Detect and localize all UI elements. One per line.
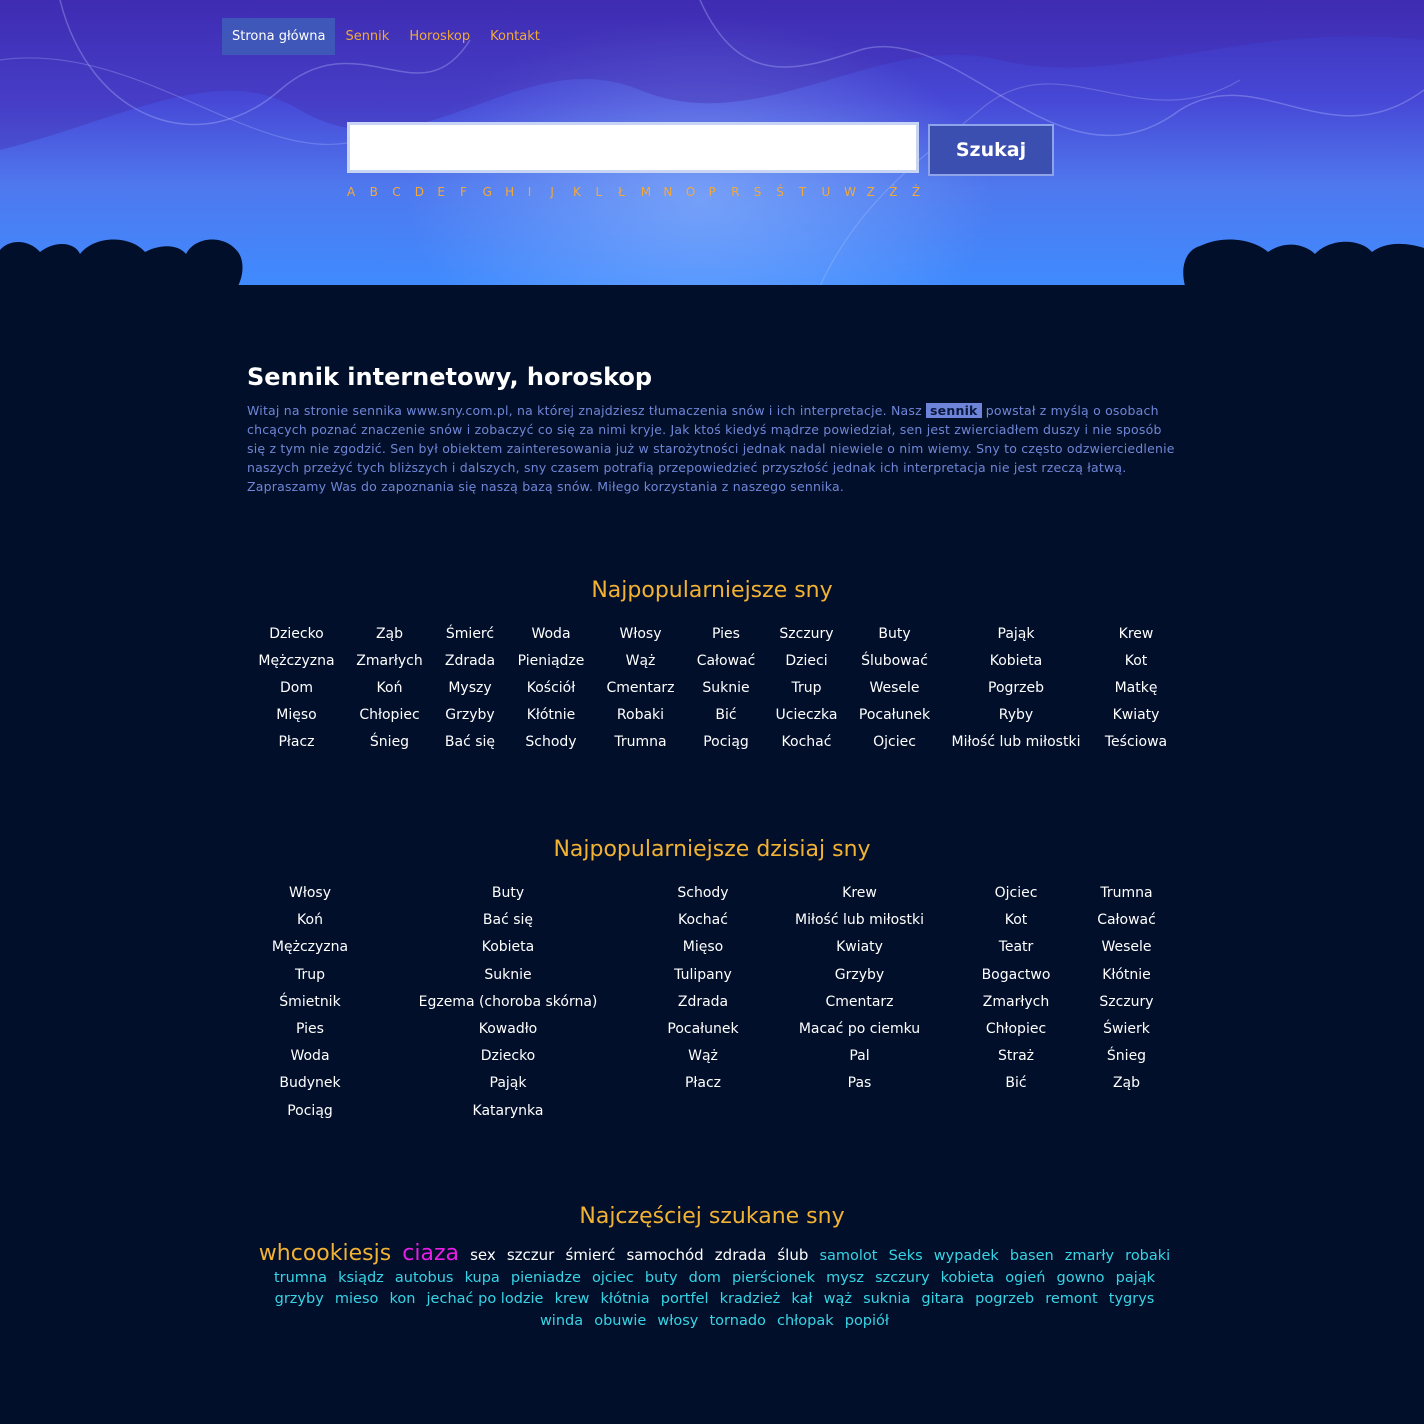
- dream-link[interactable]: Kwiaty: [1112, 707, 1160, 723]
- search-tag[interactable]: pająk: [1115, 1269, 1156, 1286]
- dream-link[interactable]: Robaki: [616, 707, 665, 723]
- dream-link[interactable]: Wąż: [688, 1048, 718, 1065]
- search-tag[interactable]: kradzież: [719, 1291, 781, 1307]
- alphabet-letter[interactable]: K: [572, 185, 581, 199]
- dream-link[interactable]: Pas: [847, 1075, 872, 1092]
- alphabet-letter[interactable]: C: [392, 185, 401, 199]
- dream-link[interactable]: Pocałunek: [858, 707, 931, 723]
- alphabet-letter[interactable]: Ż: [911, 185, 921, 199]
- dream-link[interactable]: Krew: [1118, 626, 1154, 642]
- alphabet-letter[interactable]: F: [459, 185, 467, 199]
- dream-link[interactable]: Kowadło: [478, 1020, 538, 1037]
- alphabet-letter[interactable]: L: [595, 185, 603, 199]
- dream-link[interactable]: Budynek: [279, 1075, 341, 1092]
- alphabet-letter[interactable]: N: [663, 185, 673, 199]
- alphabet-letter[interactable]: Ł: [618, 185, 625, 199]
- search-tag[interactable]: dom: [688, 1269, 721, 1286]
- alphabet-letter[interactable]: R: [731, 185, 740, 199]
- search-tag[interactable]: remont: [1045, 1291, 1098, 1307]
- dream-link[interactable]: Świerk: [1103, 1020, 1150, 1037]
- dream-link[interactable]: Buty: [878, 626, 911, 642]
- dream-link[interactable]: Suknie: [702, 680, 750, 696]
- dream-link[interactable]: Wesele: [1101, 939, 1152, 956]
- alphabet-letter[interactable]: W: [844, 185, 856, 199]
- dream-link[interactable]: Zmarłych: [356, 653, 423, 669]
- alphabet-letter[interactable]: Ś: [776, 185, 784, 199]
- dream-link[interactable]: Kot: [1004, 912, 1028, 929]
- dream-link[interactable]: Płacz: [684, 1075, 722, 1092]
- dream-link[interactable]: Mięso: [276, 707, 317, 723]
- dream-link[interactable]: Kłótnie: [1102, 966, 1151, 983]
- dream-link[interactable]: Wąż: [625, 653, 656, 669]
- search-tag[interactable]: kupa: [464, 1269, 500, 1286]
- popular-dreams-grid: [247, 625, 1182, 760]
- search-tag[interactable]: grzyby: [274, 1291, 324, 1307]
- dream-link[interactable]: Szczury: [779, 626, 834, 642]
- search-tag[interactable]: szczur: [506, 1246, 555, 1264]
- dream-link[interactable]: Woda: [290, 1048, 330, 1065]
- dream-link[interactable]: Płacz: [278, 734, 315, 750]
- dream-link[interactable]: Katarynka: [472, 1102, 544, 1119]
- alphabet-letter[interactable]: G: [482, 185, 492, 199]
- dream-link[interactable]: Pająk: [997, 626, 1035, 642]
- dream-link[interactable]: Myszy: [448, 680, 492, 696]
- dream-link[interactable]: Całować: [1097, 912, 1156, 929]
- main-nav: [222, 18, 550, 55]
- alphabet-letter[interactable]: O: [685, 185, 696, 199]
- alphabet-letter[interactable]: A: [347, 185, 356, 199]
- search-tag[interactable]: whcookiesjs: [258, 1241, 392, 1266]
- cloud-silhouette: [0, 230, 1424, 286]
- search-tag[interactable]: sex: [470, 1246, 496, 1264]
- dream-link[interactable]: Pociąg: [287, 1102, 333, 1119]
- dream-link[interactable]: Trup: [294, 966, 325, 983]
- dream-link[interactable]: Cmentarz: [825, 993, 894, 1010]
- dream-link[interactable]: Suknie: [484, 966, 532, 983]
- dream-link[interactable]: Dziecko: [480, 1048, 536, 1065]
- dream-link[interactable]: Ryby: [998, 707, 1034, 723]
- page-title: Sennik internetowy, horoskop: [247, 363, 653, 391]
- alphabet-letter[interactable]: P: [708, 185, 716, 199]
- dream-link[interactable]: Chłopiec: [985, 1020, 1047, 1037]
- search-tag[interactable]: ciaza: [402, 1241, 459, 1266]
- dream-link[interactable]: Bogactwo: [981, 966, 1051, 983]
- search-input[interactable]: [347, 122, 919, 173]
- dream-link[interactable]: Trumna: [614, 734, 667, 750]
- dream-link[interactable]: Zmarłych: [982, 993, 1050, 1010]
- dream-link[interactable]: Woda: [531, 626, 571, 642]
- search-tag[interactable]: samolot: [819, 1248, 878, 1264]
- dream-link[interactable]: Chłopiec: [359, 707, 420, 723]
- search-tag[interactable]: mysz: [826, 1269, 864, 1286]
- dream-link[interactable]: Ząb: [1112, 1075, 1141, 1092]
- dream-link[interactable]: Koń: [376, 680, 403, 696]
- dream-link[interactable]: Zdrada: [677, 993, 729, 1010]
- dream-link[interactable]: Wesele: [869, 680, 920, 696]
- dream-link[interactable]: Ząb: [375, 626, 404, 642]
- dream-link[interactable]: Śnieg: [369, 734, 410, 750]
- search-tag[interactable]: ksiądz: [338, 1269, 384, 1286]
- search-tag[interactable]: portfel: [660, 1291, 709, 1307]
- search-tag[interactable]: ślub: [777, 1246, 809, 1264]
- nav-item-horoskop[interactable]: Horoskop: [409, 29, 471, 44]
- search-tag[interactable]: obuwie: [594, 1312, 647, 1329]
- dream-link[interactable]: Bać się: [444, 734, 496, 750]
- dream-link[interactable]: Egzema (choroba skórna): [418, 993, 598, 1010]
- tag-cloud: [247, 1241, 1182, 1331]
- alphabet-letter[interactable]: U: [821, 185, 831, 199]
- dream-link[interactable]: Pocałunek: [667, 1020, 739, 1037]
- alphabet-letter[interactable]: E: [437, 185, 445, 199]
- dream-link[interactable]: Kwiaty: [836, 939, 883, 956]
- alphabet-letter[interactable]: M: [640, 185, 652, 199]
- dream-link[interactable]: Ojciec: [873, 734, 916, 750]
- dream-link[interactable]: Dom: [280, 680, 313, 696]
- dream-link[interactable]: Pająk: [489, 1075, 527, 1092]
- intro-text-start: Witaj na stronie sennika www.sny.com.pl, na której znajdziesz tłumaczenia snów i ich interpretacje. Nasz: [247, 403, 927, 418]
- search-tag[interactable]: ogień: [1005, 1269, 1046, 1286]
- dream-link[interactable]: Teatr: [998, 939, 1034, 956]
- search-tag[interactable]: pieniadze: [510, 1269, 581, 1286]
- search-tag[interactable]: autobus: [394, 1269, 454, 1286]
- alphabet-letter[interactable]: Z: [866, 185, 875, 199]
- search-tag[interactable]: pierścionek: [731, 1269, 815, 1286]
- dream-link[interactable]: Włosy: [289, 885, 331, 901]
- dream-link[interactable]: Całować: [696, 653, 756, 669]
- dream-link[interactable]: Ojciec: [994, 885, 1038, 901]
- dream-link[interactable]: Ucieczka: [775, 707, 838, 723]
- dream-link[interactable]: Mężczyzna: [258, 653, 335, 669]
- dream-link[interactable]: Trup: [791, 680, 822, 696]
- dream-link[interactable]: Zdrada: [444, 653, 496, 669]
- dream-link[interactable]: Pogrzeb: [988, 680, 1044, 696]
- nav-item-home[interactable]: Strona główna: [222, 18, 335, 55]
- search-tag[interactable]: śmierć: [565, 1246, 616, 1264]
- search-tag[interactable]: szczury: [875, 1269, 930, 1286]
- dream-link[interactable]: Mężczyzna: [271, 939, 349, 956]
- dream-link[interactable]: Pies: [296, 1020, 324, 1037]
- search-tag[interactable]: kon: [389, 1291, 416, 1307]
- search-tag[interactable]: winda: [539, 1312, 584, 1329]
- dream-link[interactable]: Matkę: [1114, 680, 1158, 696]
- alphabet-letter[interactable]: D: [414, 185, 425, 199]
- alphabet-letter[interactable]: J: [550, 185, 554, 199]
- search-tag[interactable]: popiół: [844, 1312, 890, 1329]
- dream-link[interactable]: Teściowa: [1104, 734, 1168, 750]
- dream-link[interactable]: Kot: [1124, 653, 1148, 669]
- search-tag[interactable]: kał: [791, 1291, 813, 1307]
- dream-link[interactable]: Krew: [842, 885, 877, 901]
- intro-highlight-sennik[interactable]: sennik: [926, 403, 982, 418]
- dream-link[interactable]: Schody: [525, 734, 577, 750]
- dream-link[interactable]: Kobieta: [989, 653, 1043, 669]
- dream-link[interactable]: Śmierć: [445, 626, 495, 642]
- dream-link[interactable]: Buty: [491, 885, 525, 901]
- search-tag[interactable]: zdrada: [714, 1246, 767, 1264]
- empty-cell: [643, 1102, 763, 1129]
- search-tag[interactable]: ojciec: [591, 1269, 634, 1286]
- search-tag[interactable]: zmarły: [1064, 1248, 1115, 1264]
- search-tag[interactable]: wypadek: [933, 1248, 999, 1264]
- dream-link[interactable]: Śnieg: [1106, 1048, 1147, 1065]
- search-tag[interactable]: kłótnia: [600, 1291, 650, 1307]
- dream-link[interactable]: Kobieta: [481, 939, 535, 956]
- search-tag[interactable]: krew: [554, 1291, 590, 1307]
- alphabet-letter[interactable]: I: [527, 185, 532, 199]
- search-tag[interactable]: tornado: [709, 1312, 766, 1329]
- alphabet-letter[interactable]: S: [753, 185, 762, 199]
- empty-cell: [956, 1102, 1076, 1129]
- section-title-searched: Najczęściej szukane sny: [579, 1204, 845, 1229]
- dream-link[interactable]: Pociąg: [703, 734, 749, 750]
- header-banner: [0, 0, 1424, 286]
- empty-cell: [763, 1102, 956, 1129]
- search-tag[interactable]: tygrys: [1108, 1291, 1155, 1307]
- dream-link[interactable]: Grzyby: [834, 966, 885, 983]
- dream-link[interactable]: Grzyby: [445, 707, 495, 723]
- search-tag[interactable]: włosy: [657, 1312, 699, 1329]
- dream-link[interactable]: Kochać: [781, 734, 832, 750]
- dream-link[interactable]: Szczury: [1099, 993, 1154, 1010]
- today-dreams-grid: [247, 884, 1182, 1129]
- alphabet-letter[interactable]: H: [505, 185, 515, 199]
- dream-link[interactable]: Śmietnik: [279, 993, 341, 1010]
- dream-link[interactable]: Pal: [849, 1048, 870, 1065]
- search-tag[interactable]: gitara: [921, 1291, 965, 1307]
- search-button[interactable]: Szukaj: [928, 124, 1054, 176]
- dream-link[interactable]: Schody: [677, 885, 729, 901]
- nav-item-sennik[interactable]: Sennik: [345, 29, 390, 44]
- dream-link[interactable]: Pies: [712, 626, 740, 642]
- search-tag[interactable]: chłopak: [777, 1312, 834, 1329]
- dream-link[interactable]: Dzieci: [785, 653, 828, 669]
- dream-link[interactable]: Trumna: [1100, 885, 1153, 901]
- search-tag[interactable]: Seks: [888, 1248, 923, 1264]
- intro-text: [247, 401, 1179, 496]
- search-tag[interactable]: samochód: [626, 1246, 704, 1264]
- search-tag[interactable]: buty: [644, 1269, 678, 1286]
- search-tag[interactable]: jechać po lodzie: [426, 1291, 544, 1307]
- intro-text-end: powstał z myślą o osobach chcących poznać znaczenie snów i zobaczyć co się za nimi kryje. Jak ktoś kiedyś mądrze powiedział, sen jest zwierciadłem duszy i nie sposób się z tym nie zgodzić. Sen był obiektem zainteresowania już w starożytności jednak nadal niewiele o nim wiemy. Sny to często odzwierciedlenie naszych przeżyć tych bliższych i dalszych, sny czasem potrafią przepowiedzieć przyszłość jednak ich interpretacja nie jest rzeczą łatwą. Zapraszamy Was do zapoznania się naszą bazą snów. Miłego korzystania z naszego sennika.: [247, 403, 1175, 494]
- dream-link[interactable]: Włosy: [619, 626, 662, 642]
- dream-link[interactable]: Mięso: [682, 939, 724, 956]
- dream-link[interactable]: Bić: [1005, 1075, 1027, 1092]
- search-tag[interactable]: trumna: [273, 1269, 327, 1286]
- search-tag[interactable]: wąż: [823, 1291, 852, 1307]
- dream-link[interactable]: Bić: [715, 707, 737, 723]
- nav-item-kontakt[interactable]: Kontakt: [490, 29, 540, 44]
- empty-cell: [1076, 1102, 1177, 1129]
- search-tag[interactable]: basen: [1009, 1248, 1054, 1264]
- dream-link[interactable]: Miłość lub miłostki: [795, 912, 924, 929]
- dream-link[interactable]: Dziecko: [269, 626, 324, 642]
- dream-link[interactable]: Kłótnie: [526, 707, 576, 723]
- search-tag[interactable]: robaki: [1125, 1248, 1171, 1264]
- alphabet-letter[interactable]: B: [369, 185, 378, 199]
- dream-link[interactable]: Miłość lub miłostki: [951, 734, 1081, 750]
- dream-link[interactable]: Tulipany: [674, 966, 732, 983]
- search-tag[interactable]: pogrzeb: [975, 1291, 1035, 1307]
- section-title-popular: Najpopularniejsze sny: [591, 578, 833, 603]
- dream-link[interactable]: Straż: [997, 1048, 1035, 1065]
- search-tag[interactable]: mieso: [334, 1291, 379, 1307]
- alphabet-letter[interactable]: T: [798, 185, 807, 199]
- dream-link[interactable]: Kochać: [678, 912, 728, 929]
- dream-link[interactable]: Koń: [297, 912, 323, 929]
- dream-link[interactable]: Ślubować: [861, 653, 928, 669]
- alphabet-index: [347, 185, 934, 199]
- dream-link[interactable]: Kościół: [526, 680, 576, 696]
- dream-link[interactable]: Bać się: [482, 912, 534, 929]
- search-tag[interactable]: gowno: [1056, 1269, 1105, 1286]
- section-title-today: Najpopularniejsze dzisiaj sny: [553, 837, 871, 862]
- dream-link[interactable]: Macać po ciemku: [798, 1020, 921, 1037]
- alphabet-letter[interactable]: Ź: [889, 185, 898, 199]
- dream-link[interactable]: Cmentarz: [606, 680, 675, 696]
- dream-link[interactable]: Pieniądze: [517, 653, 585, 669]
- search-tag[interactable]: kobieta: [940, 1269, 995, 1286]
- search-tag[interactable]: suknia: [863, 1291, 911, 1307]
